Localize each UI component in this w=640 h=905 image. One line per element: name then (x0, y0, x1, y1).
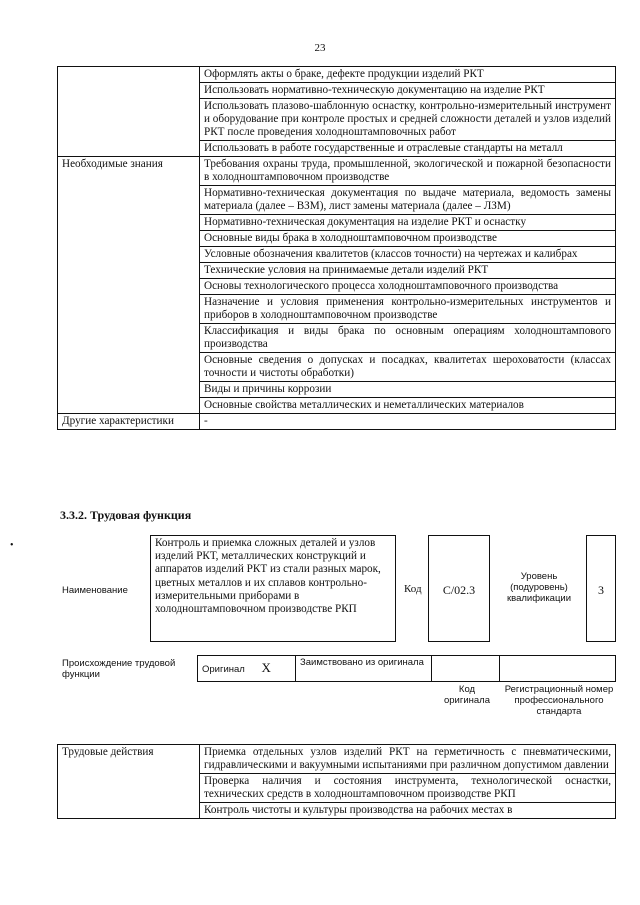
section-heading: 3.3.2. Трудовая функция (60, 508, 192, 522)
reg-number-cell (500, 656, 616, 682)
borrowed-cell: Заимствовано из оригинала (296, 656, 432, 682)
actions-item: Приемка отдельных узлов изделий РКТ на герметичность с пневматическими, гидравлическими и вакуумными испытаниями при различном допустимом давлении (200, 745, 616, 774)
name-label: Наименование (62, 585, 128, 596)
skills-row (58, 414, 616, 430)
original-mark: X (261, 660, 271, 675)
skills-group-label: Другие характеристики (58, 414, 200, 430)
code-caption: Код оригинала (443, 684, 490, 706)
original-label: Оригинал (202, 664, 245, 675)
skills-group-label: Необходимые знания (58, 157, 200, 414)
function-name-box (150, 535, 396, 642)
skills-item: - (200, 414, 616, 430)
skills-item: Классификация и виды брака по основным операциям холодноштампового производства (200, 324, 616, 353)
skills-item: Использовать в работе государственные и отраслевые стандарты на металл (200, 141, 616, 157)
reg-caption: Регистрационный номер профессионального стандарта (504, 684, 614, 717)
skills-item: Нормативно-техническая документация на изделие РКТ и оснастку (200, 215, 616, 231)
skills-item: Оформлять акты о браке, дефекте продукции изделий РКТ (200, 67, 616, 83)
skills-item: Условные обозначения квалитетов (классов точности) на чертежах и калибрах (200, 247, 616, 263)
actions-item: Контроль чистоты и культуры производства на рабочих местах в (200, 803, 616, 819)
level-box (586, 535, 616, 642)
skills-item: Использовать нормативно-техническую документацию на изделие РКТ (200, 83, 616, 99)
origin-label: Происхождение трудовой функции (62, 658, 176, 680)
code-value: С/02.3 (442, 583, 476, 597)
original-cell (198, 656, 296, 682)
skills-item: Виды и причины коррозии (200, 382, 616, 398)
actions-row (58, 745, 616, 774)
skills-item: Использовать плазово-шаблонную оснастку, контрольно-измерительный инструмент и оборудование при контроле простых и средней сложности деталей и узлов изделий РКТ после проведения холодноштамповочных работ (200, 99, 616, 141)
skills-item: Основные виды брака в холодноштамповочном производстве (200, 231, 616, 247)
skills-item: Требования охраны труда, промышленной, экологической и пожарной безопасности в холодноштамповочном производстве (200, 157, 616, 186)
code-box (428, 535, 490, 642)
skills-item: Технические условия на принимаемые детали изделий РКТ (200, 263, 616, 279)
skills-row (58, 157, 616, 186)
origin-table (197, 655, 616, 682)
skills-item: Назначение и условия применения контрольно-измерительных инструментов и приборов в холодноштамповочном производстве (200, 295, 616, 324)
function-name: Контроль и приемка сложных деталей и узлов изделий РКТ, металлических конструкций и аппаратов изделий РКТ из стали разных марок, цветных металлов и их сплавов контрольно-измерительными приборами в холодноштамповочном производстве РКП (155, 537, 381, 616)
actions-item: Проверка наличия и состояния инструмента, технологической оснастки, технических средств в холодноштамповочном производстве РКП (200, 774, 616, 803)
actions-group-label: Трудовые действия (58, 745, 200, 819)
skills-group-label (58, 67, 200, 157)
bullet-mark: • (10, 540, 14, 551)
level-label: Уровень (подуровень) квалификации (506, 571, 572, 604)
skills-item: Основы технологического процесса холодноштамповочного производства (200, 279, 616, 295)
skills-item: Основные свойства металлических и неметаллических материалов (200, 398, 616, 414)
page-number: 23 (314, 42, 326, 54)
skills-item: Нормативно-техническая документация по выдаче материала, ведомость замены материала (далее – ВЗМ), лист замены материала (далее – ЛЗМ) (200, 186, 616, 215)
skills-table (57, 66, 616, 430)
skills-row (58, 67, 616, 83)
actions-table (57, 744, 616, 819)
skills-item: Основные сведения о допусках и посадках, квалитетах шероховатости (классах точности и чистоты обработки) (200, 353, 616, 382)
code-label: Код (404, 583, 422, 595)
original-code-cell (432, 656, 500, 682)
level-value: 3 (598, 583, 604, 597)
